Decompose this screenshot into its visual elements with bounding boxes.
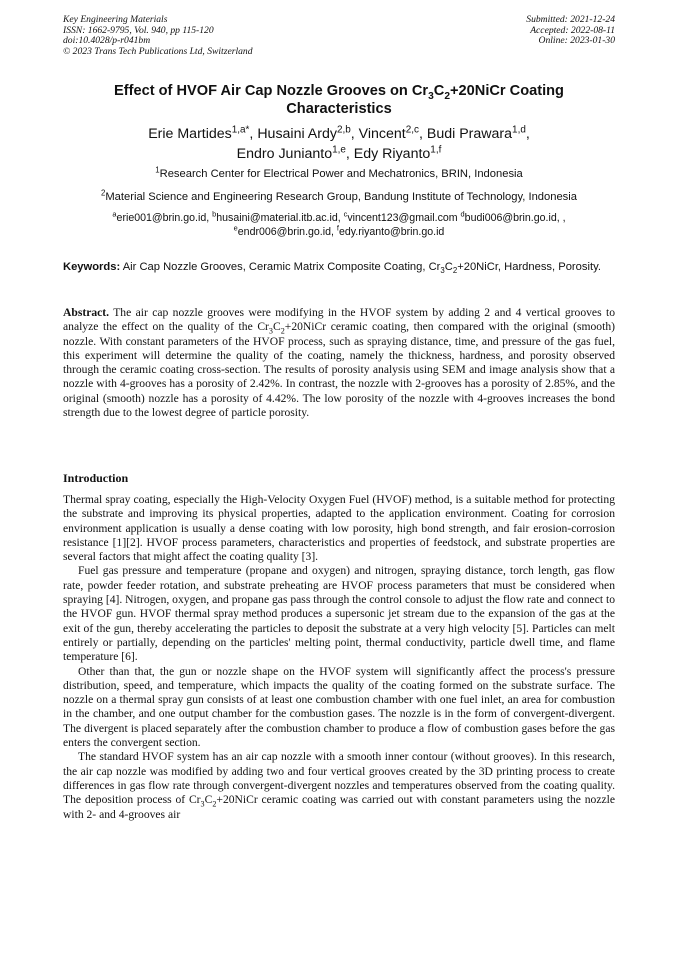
email[interactable]: $^c$vincent123@gmail.com <box>343 209 458 224</box>
title-subscript: 3 <box>428 90 434 102</box>
title-line2: Characteristics <box>286 101 392 117</box>
author: Endro Junianto$^{1,e}$ <box>236 144 346 162</box>
journal-issn: ISSN: 1662-9795, Vol. 940, pp 115-120 <box>63 24 214 36</box>
email[interactable]: $^e$endr006@brin.go.id <box>233 223 331 238</box>
accepted-date: Accepted: 2022-08-11 <box>530 24 615 36</box>
author-list: Erie Martides$^{1,a*}$, Husaini Ardy$^{2,b}$, Vincent$^{2,c}$, Budi Prawara$^{1,d}$, Endro Junianto$^{1,e}$, Edy Riyanto$^{1,f}$ <box>148 124 530 162</box>
email[interactable]: $^a$erie001@brin.go.id <box>112 209 207 224</box>
paper-title <box>63 82 615 118</box>
title-text: C <box>433 83 445 99</box>
keywords-label: Keywords: <box>63 261 121 273</box>
journal-name: Key Engineering Materials <box>63 14 168 25</box>
journal-header <box>63 15 253 57</box>
author: Edy Riyanto$^{1,f}$ <box>353 144 442 162</box>
author: Vincent$^{2,c}$ <box>358 124 419 142</box>
keywords: Keywords: Air Cap Nozzle Grooves, Ceramic Matrix Composite Coating, $Cr_3C_2+20NiCr$, Hardness, Porosity. <box>63 261 601 276</box>
submitted-date: Submitted: 2021-12-24 <box>526 14 615 25</box>
abstract: Abstract. The air cap nozzle grooves were modifying in the HVOF system by adding 2 and 4 vertical grooves to analyze the effect on the quality of the $Cr_3C_2+20NiCr$ ceramic coating, then compared with the original (smooth) nozzle. With constant parameters of the HVOF process, such as spraying distance, time, and pressure of the gas fuel, this experiment will determine the quality of the coating, namely the thickness, hardness, and porosity observed through the ceramic coating cross-section. The results of porosity analysis using SEM and image analysis show that a nozzle with 4-grooves has a porosity of 2.42%. In contrast, the nozzle with 2-grooves has a porosity of 2.85%, and the original (smooth) nozzle has a porosity of 4.42%. The low porosity of the nozzle with 4-grooves increases the bond strength due to the lowest degree of particle porosity. <box>63 306 615 420</box>
author: Husaini Ardy$^{2,b}$ <box>257 124 351 142</box>
author: Erie Martides$^{1,a*}$ <box>148 124 250 142</box>
abstract-label: Abstract. <box>63 306 110 319</box>
affiliation-2: $^2$Material Science and Engineering Research Group, Bandung Institute of Technology, Indonesia <box>101 188 577 203</box>
email[interactable]: $^b$husaini@material.itb.ac.id <box>212 209 338 224</box>
title-subscript: 2 <box>444 90 451 102</box>
doi: doi:10.4028/p-r041bm <box>63 35 151 47</box>
paragraph: Other than that, the gun or nozzle shape on the HVOF system will significantly affect the process's pressure distribution, speed, and temperature, which impacts the quality of the coating formed on the substrate surface. The nozzle on a thermal spray gun consists of at least one combustion chamber with one fuel inlet, an area for combustion in the chamber, and one output chamber for the combustion gases. The nozzle is in the form of convergent-divergent. The divergent is placed separately after the combustion chamber to produce a flow of combustion gases before the gas enters the convergent section. <box>63 664 615 750</box>
title-text: +20NiCr Coating <box>450 83 564 99</box>
email[interactable]: $^d$budi006@brin.go.id <box>460 209 557 224</box>
email[interactable]: $^f$edy.riyanto@brin.go.id <box>336 223 445 238</box>
online-date: Online: 2023-01-30 <box>538 35 615 47</box>
paragraph: Thermal spray coating, especially the High-Velocity Oxygen Fuel (HVOF) method, is a suitable method for protecting the substrate and improving its physical properties, adapted to the application environment. Coating for corrosion environment application is usually a dense coating with low porosity, high bond strength, and fair erosion-corrosion resistance [1][2]. HVOF process parameters, characteristics and properties of feedstock, and substrate properties are several factors that might affect the coating quality [3]. <box>63 493 615 564</box>
introduction-body <box>63 493 615 822</box>
paragraph: Fuel gas pressure and temperature (propane and oxygen) and nitrogen, spraying distance, torch length, gas flow rate, powder feeder rotation, and substrate preheating are HVOF process parameters that must be considered when spraying [4]. Nitrogen, oxygen, and propane gas pass through the control console to adjust the flow rate and connect to the HVOF gun. HVOF thermal spray method produces a supersonic jet stream due to the expansion of the gas at the exit of the gun, thereby accelerating the particles to deposit the substrate at a very high velocity [5]. Particles can melt entirely or partially, depending on the particles' melting point, thermal conductivity, particle dwell time, and flame temperature [6]. <box>63 564 615 664</box>
author-emails: $^a$erie001@brin.go.id, $^b$husaini@material.itb.ac.id, $^c$vincent123@gmail.com $^d$budi006@brin.go.id, , $^e$endr006@brin.go.id, $^f$edy.riyanto@brin.go.id <box>112 209 566 238</box>
dates-header <box>526 15 615 47</box>
copyright: © 2023 Trans Tech Publications Ltd, Switzerland <box>63 45 253 57</box>
affiliation-1: $^1$Research Center for Electrical Power and Mechatronics, BRIN, Indonesia <box>155 165 523 180</box>
author: Budi Prawara$^{1,d}$ <box>426 124 526 142</box>
section-heading-introduction: Introduction <box>63 471 129 485</box>
title-text: Effect of HVOF Air Cap Nozzle Grooves on Cr <box>114 83 429 99</box>
paragraph: The standard HVOF system has an air cap nozzle with a smooth inner contour (without grooves). In this research, the air cap nozzle was modified by adding two and four vertical grooves created by the 3D printing process to create differences in gas flow rate through convergent-divergent nozzles and temperatures observed from the coating quality. The deposition process of $Cr_3C_2+20NiCr$ ceramic coating was carried out with constant parameters using the nozzle with 2- and 4-grooves air <box>63 750 615 821</box>
